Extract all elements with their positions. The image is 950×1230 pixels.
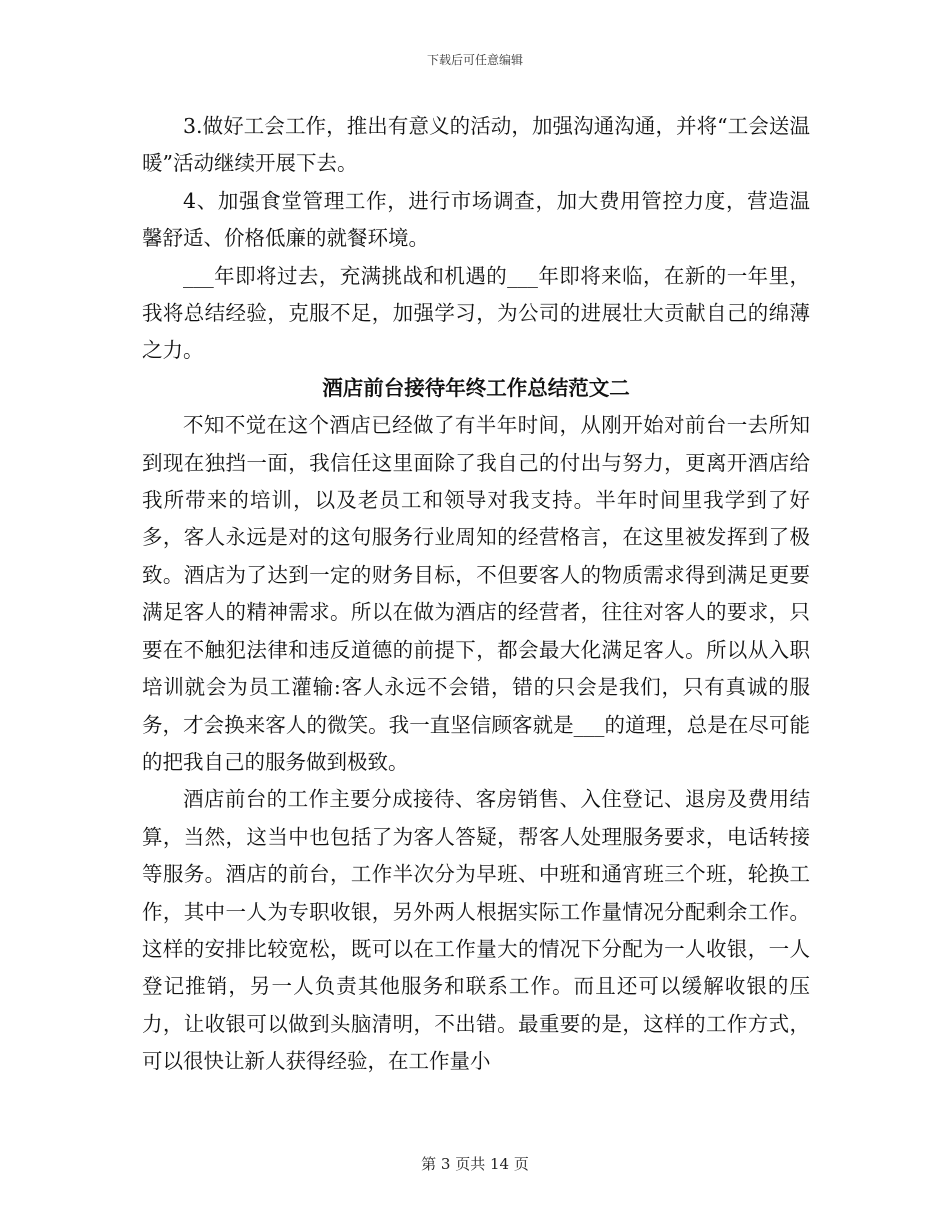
section-title: 酒店前台接待年终工作总结范文二 [322,375,630,400]
paragraph-year-closing: ___年即将过去，充满挑战和机遇的___年即将来临，在新的一年里，我将总结经验，克服不足，加强学习，为公司的进展壮大贡献自己的绵薄之力。 [142,263,810,363]
paragraph-canteen-management: 4、加强食堂管理工作，进行市场调查，加大费用管控力度，营造温馨舒适、价格低廉的就餐环境。 [142,188,810,251]
paragraph-half-year-experience: 不知不觉在这个酒店已经做了有半年时间，从刚开始对前台一去所知到现在独挡一面，我信任这里面除了我自己的付出与努力，更离开酒店给我所带来的培训，以及老员工和领导对我支持。半年时间里我学到了好多，客人永远是对的这句服务行业周知的经营格言，在这里被发挥到了极致。酒店为了达到一定的财务目标，不但要客人的物质需求得到满足更要满足客人的精神需求。所以在做为酒店的经营者，往往对客人的要求，只要在不触犯法律和违反道德的前提下，都会最大化满足客人。所以从入职培训就会为员工灌输:客人永远不会错，错的只会是我们，只有真诚的服务，才会换来客人的微笑。我一直坚信顾客就是___的道理，总是在尽可能的把我自己的服务做到极致。 [142,413,810,774]
document-body [142,108,810,1081]
paragraph-union-work: 3.做好工会工作，推出有意义的活动，加强沟通沟通，并将“工会送温暖”活动继续开展下去。 [142,114,810,176]
paragraph-front-desk-duties: 酒店前台的工作主要分成接待、客房销售、入住登记、退房及费用结算，当然，这当中也包括了为客人答疑，帮客人处理服务要求，电话转接等服务。酒店的前台，工作半次分为早班、中班和通宵班三个班，轮换工作，其中一人为专职收银，另外两人根据实际工作量情况分配剩余工作。这样的安排比较宽松，既可以在工作量大的情况下分配为一人收银，一人登记推销，另一人负责其他服务和联系工作。而且还可以缓解收银的压力，让收银可以做到头脑清明，不出错。最重要的是，这样的工作方式，可以很快让新人获得经验，在工作量小 [142,787,810,1074]
page-header-note: 下载后可任意编辑 [426,53,523,67]
page-number-footer: 第 3 页共 14 页 [421,1155,529,1173]
